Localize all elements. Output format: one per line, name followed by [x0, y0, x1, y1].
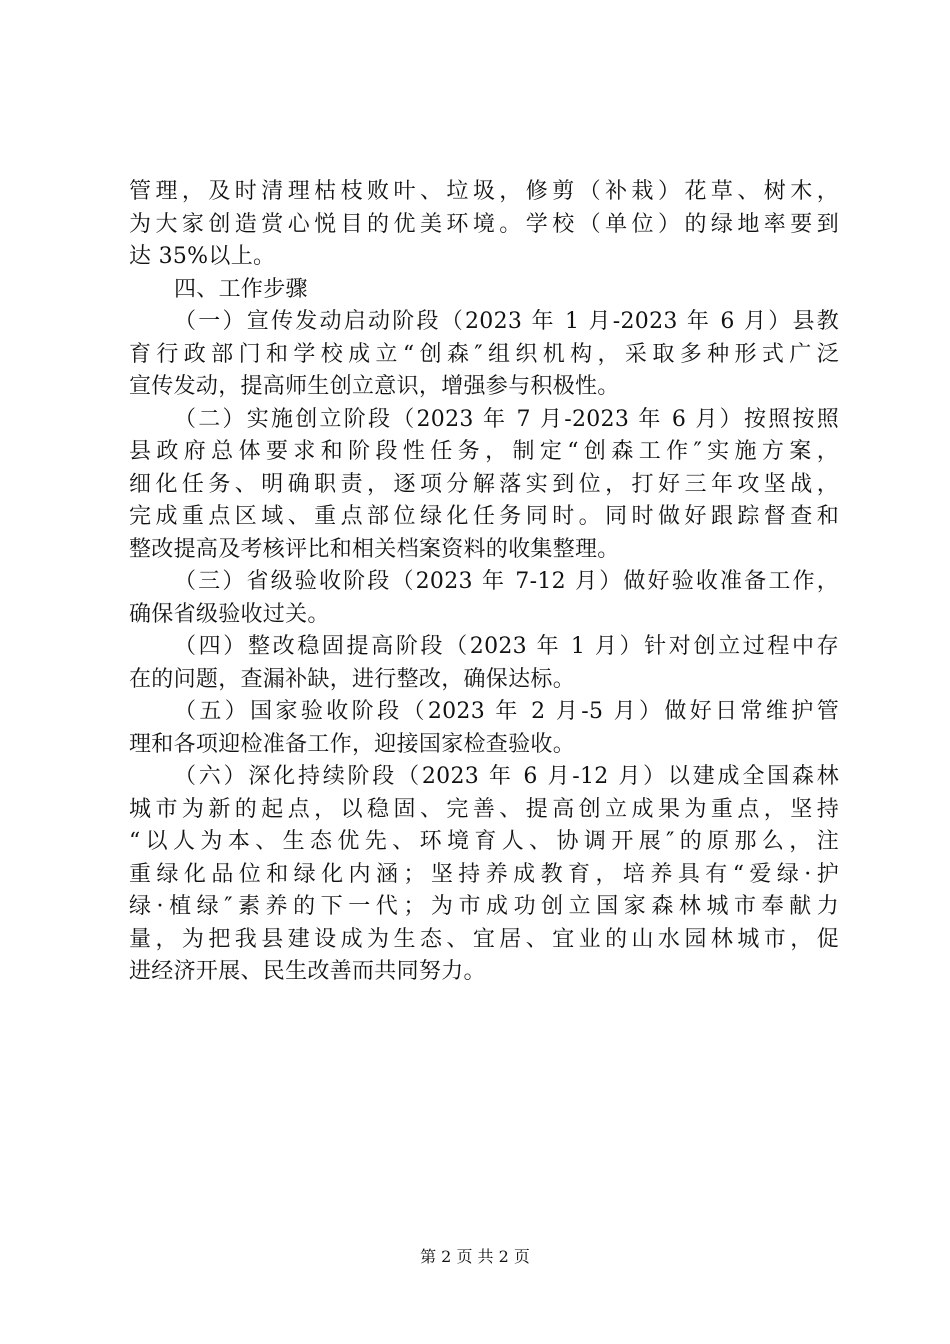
- text-line: 整改提高及考核评比和相关档案资料的收集整理。: [129, 536, 620, 562]
- document-body: [129, 176, 839, 989]
- page-footer: [0, 1244, 950, 1267]
- text-line: 量，为把我县建设成为生态、宜居、宜业的山水园林城市，促: [129, 926, 839, 952]
- paragraph-first-line: （五）国家验收阶段（2023 年 2 月-5 月）做好日常维护管: [174, 699, 839, 724]
- paragraph-first-line: （四）整改稳固提高阶段（2023 年 1 月）针对创立过程中存: [174, 634, 839, 659]
- paragraph-first-line: （二）实施创立阶段（2023 年 7 月-2023 年 6 月）按照按照: [174, 406, 839, 432]
- text-line: 为大家创造赏心悦目的优美环境。学校（单位）的绿地率要到: [129, 211, 839, 237]
- text-line: 进经济开展、民生改善而共同努力。: [129, 959, 486, 984]
- text-line: 绿·植绿″素养的下一代；为市成功创立国家森林城市奉献力: [129, 894, 840, 919]
- text-line: “以人为本、生态优先、环境育人、协调开展″的原那么，注: [129, 829, 839, 854]
- page-number-label: 第 2 页 共 2 页: [420, 1247, 530, 1266]
- text-line: 确保省级验收过关。: [129, 601, 330, 627]
- text-line: 宣传发动，提高师生创立意识，增强参与积极性。: [129, 374, 620, 399]
- text-line: 在的问题，查漏补缺，进行整改，确保达标。: [129, 666, 576, 692]
- text-line: 达 35%以上。: [129, 244, 276, 269]
- section-heading: 四、工作步骤: [174, 276, 308, 302]
- text-line: 重绿化品位和绿化内涵；坚持养成教育，培养具有“爱绿·护: [129, 861, 839, 887]
- text-line: 完成重点区域、重点部位绿化任务同时。同时做好跟踪督查和: [129, 504, 839, 529]
- text-line: 理和各项迎检准备工作，迎接国家检查验收。: [129, 731, 576, 757]
- paragraph-first-line: （三）省级验收阶段（2023 年 7-12 月）做好验收准备工作，: [174, 569, 839, 594]
- text-line: 县政府总体要求和阶段性任务，制定“创森工作″实施方案，: [129, 439, 839, 464]
- paragraph-first-line: （六）深化持续阶段（2023 年 6 月-12 月）以建成全国森林: [174, 764, 839, 789]
- text-line: 细化任务、明确职责，逐项分解落实到位，打好三年攻坚战，: [129, 471, 839, 497]
- text-line: 育行政部门和学校成立“创森″组织机构，采取多种形式广泛: [129, 341, 839, 367]
- text-line: 管理，及时清理枯枝败叶、垃圾，修剪（补栽）花草、树木，: [129, 179, 839, 204]
- paragraph-first-line: （一）宣传发动启动阶段（2023 年 1 月-2023 年 6 月）县教: [174, 309, 839, 334]
- text-line: 城市为新的起点，以稳固、完善、提高创立成果为重点，坚持: [129, 796, 839, 822]
